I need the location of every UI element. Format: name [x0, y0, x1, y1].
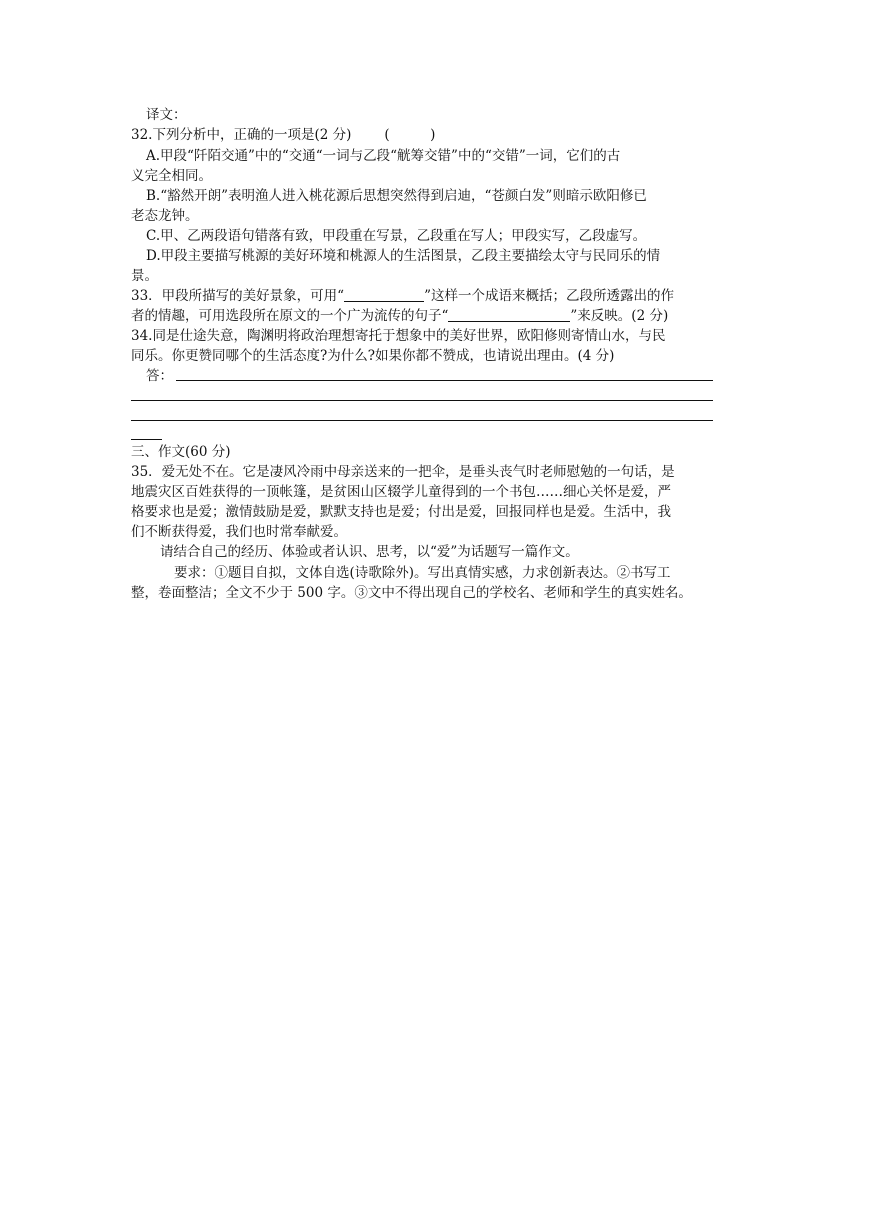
option-c-line-1: C.甲、乙两段语句错落有致，甲段重在写景，乙段重在写人；甲段实写，乙段虚写。: [146, 228, 647, 244]
question-33-line-2: [131, 306, 668, 326]
question-35-line-3: 格要求也是爱；激情鼓励是爱，默默支持也是爱；付出是爱，回报同样也是爱。生活中，我: [131, 504, 671, 520]
sentence-answer-blank[interactable]: [448, 307, 570, 322]
option-d-line-2: 景。: [131, 268, 158, 284]
question-35-line-2: 地震灾区百姓获得的一顶帐篷，是贫困山区辍学儿童得到的一个书包……细心关怀是爱，严: [131, 484, 671, 500]
essay-requirements-line-1: 要求：①题目自拟，文体自选(诗歌除外)。写出真情实感，力求创新表达。②书写工: [174, 565, 671, 581]
answer-line-1[interactable]: [176, 380, 713, 381]
question-33-text-a: 33．甲段所描写的美好景象，可用“: [131, 288, 345, 304]
idiom-answer-blank[interactable]: [344, 287, 424, 302]
question-33-text-d: ”来反映。(2 分): [570, 308, 669, 324]
answer-parentheses: ( ): [384, 127, 436, 143]
answer-line-4[interactable]: [131, 439, 162, 440]
section-3-heading: 三、作文(60 分): [131, 444, 231, 460]
option-b-line-1: B.“豁然开朗”表明渔人进入桃花源后思想突然得到启迪，“苍颜白发”则暗示欧阳修已: [146, 188, 647, 204]
question-34-line-2: 同乐。你更赞同哪个的生活态度?为什么?如果你都不赞成，也请说出理由。(4 分): [131, 348, 615, 364]
option-a-line-2: 义完全相同。: [131, 168, 212, 184]
translation-label: 译文：: [146, 107, 187, 123]
question-34-line-1: 34.同是仕途失意，陶渊明将政治理想寄托于想象中的美好世界，欧阳修则寄情山水，与民: [131, 328, 666, 344]
question-33-text-c: 者的情趣，可用选段所在原文的一个广为流传的句子“: [131, 308, 449, 324]
question-35-line-1: 35．爱无处不在。它是凄风冷雨中母亲送来的一把伞，是垂头丧气时老师慰勉的一句话，是: [131, 464, 675, 480]
essay-prompt: 请结合自己的经历、体验或者认识、思考，以“爱”为话题写一篇作文。: [160, 544, 579, 560]
answer-line-3[interactable]: [131, 420, 713, 421]
question-32-text: 32.下列分析中，正确的一项是(2 分): [131, 127, 352, 143]
answer-label: 答：: [146, 368, 173, 384]
essay-requirements-line-2: 整，卷面整洁；全文不少于 500 字。③文中不得出现自己的学校名、老师和学生的真实姓名。: [131, 585, 692, 601]
option-b-line-2: 老态龙钟。: [131, 208, 199, 224]
option-d-line-1: D.甲段主要描写桃源的美好环境和桃源人的生活图景，乙段主要描绘太守与民同乐的情: [146, 248, 661, 264]
question-32-stem: [131, 125, 435, 145]
question-35-line-4: 们不断获得爱，我们也时常奉献爱。: [131, 524, 347, 540]
option-a-line-1: A.甲段“阡陌交通”中的“交通“一词与乙段“觥筹交错”中的“交错”一词，它们的古: [146, 148, 621, 164]
answer-line-2[interactable]: [131, 400, 713, 401]
question-33-text-b: ”这样一个成语来概括；乙段所透露出的作: [424, 288, 674, 304]
question-33-line-1: [131, 286, 674, 306]
